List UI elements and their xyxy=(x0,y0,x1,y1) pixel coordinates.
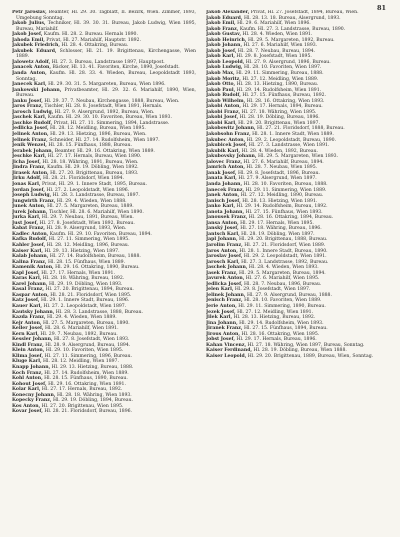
entry-name: Kaspar Anton, xyxy=(12,292,49,298)
entry-text: Hl. 28. 4. Wieden, Wien 1891. xyxy=(242,32,313,38)
entry-name: Jeschke Karl, xyxy=(12,154,47,160)
entry-name: Jedlicka Josef, xyxy=(206,281,243,287)
entry-name: Jezek Josef, xyxy=(206,309,236,315)
entry-name: Janak Josef, xyxy=(206,170,237,176)
entry-name: Jakob Alexander, xyxy=(206,10,250,15)
entry-text: Kaufm. Hl. 27. 3. Landstrasse, Bureau, 1890. xyxy=(239,26,346,32)
entry-name: Kovar Josef, xyxy=(12,409,43,415)
entry-text: Kaufm. Hl. 29. 19. Döbling, Wien 1892. xyxy=(47,165,139,171)
entry-text: Hl. 28. 13. Hietzing, Bureau, 1892. xyxy=(233,315,316,321)
entry-name: Jaroslav Josef, xyxy=(206,254,243,260)
entry-name: Jurek Johann, xyxy=(12,209,48,215)
entry-text: Hl. 27. 20. Brigittenau, 1894, Bureau. xyxy=(45,287,134,293)
entry-text: Hl. 29. 11. Simmering, 1890, Bureau. xyxy=(238,303,326,309)
entry-text: Hl. 29. 20. Brigittenau, 1889, Bureau, Wien, Sonntag. xyxy=(247,353,374,359)
entry-text: Hl. 29. 17. Hernals, 1894, Bureau. xyxy=(242,104,323,110)
entry-text: Hl. 28. 19. Döbling, Bureau, Wien 1888. xyxy=(253,348,347,354)
entry-text: Hl. 28. 10. Favoriten, Wien 1897. xyxy=(243,65,322,71)
entry-name: Jarolim Franz, xyxy=(206,242,243,248)
entry-name: Jakob Paul, xyxy=(206,87,236,93)
entry-name: Jakubec Anton, xyxy=(206,137,246,143)
entry-name: Just Josef, xyxy=(12,220,39,226)
entry-text: Hl. 28. 4. Ottakring, Bureau. xyxy=(61,43,129,49)
entry-text: Hl. 29. 19. Döbling, Wien 1893. xyxy=(48,281,123,287)
entry-text: Hl. 28. 13. Hietzing, Wien 1891. xyxy=(242,198,318,204)
entry-name: Jamrich Anton, xyxy=(206,165,245,171)
entry-name: Kohl Anton, xyxy=(12,376,43,382)
entry-text: Hl. 27. 17. Hernals, Wien 1891. xyxy=(41,270,115,276)
entry-text: Hl. 27. 5. Margareten, Bureau, 1890. xyxy=(43,320,130,326)
entry-name: Klima Josef, xyxy=(12,353,44,359)
entry-name: Kolar Karl, xyxy=(12,387,41,393)
entry-text: Hl. 27. 11. Simmering, Wien 1895. xyxy=(48,237,130,243)
entry-text: Hl. 28. 16. Ottakring, 1894, Bureau. xyxy=(248,215,334,221)
entry-text: Hl. 27. 2. Leopoldstadt, Wien 1897. xyxy=(43,303,127,309)
entry-name: Jakob Josef, xyxy=(12,32,43,38)
entry-text: Hl. 28. 7. Neubau, Bureau, 1894. xyxy=(237,48,316,54)
entry-text: Hl. 28. 21. Floridsdorf, Wien 1894. xyxy=(43,176,125,182)
entry-name: Jakob Karl, xyxy=(206,54,235,60)
entry-name: Janata Karl, xyxy=(206,176,237,182)
entry-text: Hl. 27. 6. Mariahilf, Wien 1893. xyxy=(243,43,318,49)
entry-name: Kasal Franz, xyxy=(12,287,45,293)
entry-name: Jiranek Franz, xyxy=(206,326,243,332)
entry-name: Jakob Wilhelm, xyxy=(206,98,246,104)
entry-text: Hl. 29. 14. Rudolfsheim, Wien 1893. xyxy=(239,320,324,326)
entry-text: Hl. 27. 18. Währing, Wien 1895. xyxy=(241,109,317,115)
entry-text: Hl. 29. 17. Hernals, Bureau, 1896. xyxy=(236,337,317,343)
entry-name: Konecny Johann, xyxy=(12,392,56,398)
entry-name: Jenik Wenzel, xyxy=(12,143,47,149)
entry-text: Hl. 29. 2. Leopoldstadt, Wien 1891. xyxy=(243,254,327,260)
entry-text: Hl. 27. 3. Landstrasse, 1892, Bureau. xyxy=(241,259,329,265)
entry-name: Jirku Adolf, xyxy=(12,176,42,182)
entry-text: Hl. 27. 15. Fünfhaus, Bureau, 1892. xyxy=(242,93,327,99)
entry-text: Hl. 27. 15. Fünfhaus, Wien 1893. xyxy=(245,209,323,215)
entry-text: Hl. 28. 15. Fünfhaus, 1888, Bureau. xyxy=(48,143,133,149)
entry-text: Hl. 29. 8. Josefstadt, 1896, Bureau. xyxy=(237,170,321,176)
entry-name: Kaiser Leopold, xyxy=(206,353,247,359)
entry-name: Jakubek Eduard, xyxy=(12,48,57,54)
entry-name: Jakob Julius, xyxy=(12,21,46,27)
entry-text: Hl. 27. 9. Alsergrund, Wien 1897. xyxy=(238,176,317,182)
entry-name: Katz Josef, xyxy=(12,298,40,304)
entry-text: Hl. 29. 7. Neubau, 1892, Bureau. xyxy=(40,331,118,337)
entry-text: Hl. 28. 10. Favoriten, Wien 1889. xyxy=(244,298,322,304)
entry-name: Kautsky Johann, xyxy=(12,309,55,315)
entry-text: Hl. 29. 13. Hietzing, Bureau, 1888. xyxy=(51,365,134,370)
entry-name: Jakob Moritz, xyxy=(206,76,241,82)
entry-text: Bäcker, Hl. 13. 41. Favoriten, Kirche, 1890, Josefstadt. xyxy=(52,65,180,71)
entry-text: Hl. 27. 17. Hernals, Bureau, 1892. xyxy=(41,387,123,393)
entry-name: Knapp Johann, xyxy=(12,365,51,370)
entry-name: Klein Anton, xyxy=(12,348,45,354)
entry-text: Hl. 28. 3. Landstrasse, 1888, Bureau. xyxy=(55,309,143,315)
entry-name: Jakob Gustav, xyxy=(206,32,242,38)
directory-entry xyxy=(12,71,196,82)
entry-name: Jakobi Josef, xyxy=(206,115,239,121)
entry-name: Kamenik Anton, xyxy=(12,265,54,271)
entry-text: Kaufm. Hl. 28. 33. 4. Wieden, Bureau, Leopoldstadt 1893, Sonntag. xyxy=(16,71,196,82)
entry-name: Jakubik Karl, xyxy=(206,148,241,154)
entry-text: Hl. 28. 15. Fünfhaus, Wien 1889. xyxy=(47,259,126,265)
entry-name: Kalina Franz, xyxy=(12,259,47,265)
entry-name: Jakob Johann, xyxy=(206,43,243,49)
entry-name: Jobst Josef, xyxy=(206,337,235,343)
entry-text: Hl. 27. 14. Rudolfsheim, Bureau, 1888. xyxy=(49,254,141,260)
entry-text: Hl. 28. 10. Favoriten, Bureau, 1888. xyxy=(243,181,328,187)
directory-entry xyxy=(12,21,196,32)
entry-text: Hl. 29. 14. Rudolfsheim, Bureau, 1892. xyxy=(236,204,328,210)
entry-text: Hl. 29. 14. Rudolfsheim, Wien 1891. xyxy=(236,87,322,93)
entry-text: Hl. 27. 21. Floridsdorf, Wien 1889. xyxy=(244,242,326,248)
entry-text: Hl. 27. 12. Meidling, Wien 1891. xyxy=(237,309,314,315)
entry-name: Kazda Franz, xyxy=(12,315,46,321)
entry-text: Hl. 27. 8. Josefstadt, Wien 1893. xyxy=(53,337,130,343)
directory-entry xyxy=(12,49,196,60)
entry-text: Hl. 27. 17. Hernals, Bureau, Wien 1890. xyxy=(47,154,142,160)
entry-name: Jakobsohn Franz, xyxy=(206,132,251,138)
entry-text: Schneider, Hl. 27. 14. Rudolfsheim, Wien 1897. xyxy=(49,137,160,143)
entry-name: Janota Johann, xyxy=(206,209,245,215)
entry-text: Hl. 29. 11. Simmering, Wien 1889. xyxy=(245,187,327,193)
entry-text: Hl. 29. 13. Hietzing, 1896, Bureau, Wien. xyxy=(50,132,147,138)
entry-name: Kahler Josef, xyxy=(12,242,46,248)
entry-name: Jarosch Karl, xyxy=(206,259,240,265)
entry-text: Hl. 28. 6. Mariahilf, Wien 1891. xyxy=(44,326,119,332)
entry-name: Jenisch Franz, xyxy=(206,298,243,304)
entry-text: Hl. 27. 9. Alsergrund, Bureau, 1888. xyxy=(246,292,332,298)
entry-name: Jalovec Franz, xyxy=(206,159,243,165)
entry-text: Hl. 27. 20. Brigittenau, Wien 1895. xyxy=(41,403,124,409)
entry-name: Jelen Karl, xyxy=(206,287,234,293)
entry-text: Hl. 28. 21. Floridsdorf, Bureau, 1896. xyxy=(44,409,133,415)
entry-text: Hl. 27. 14. Rudolfsheim, Wien 1889. xyxy=(44,370,129,376)
entry-name: Kohout Josef, xyxy=(12,381,47,387)
entry-text: Hl. 29. 20. Brigittenau, Wien 1897. xyxy=(238,120,320,126)
right-column xyxy=(206,10,390,531)
entry-name: Kos Anton, xyxy=(12,403,41,409)
directory-entry xyxy=(12,409,196,415)
entry-name: Jakob Franz, xyxy=(206,26,239,32)
entry-text: Hl. 27. 3. Landstrasse, Wien 1891. xyxy=(248,143,330,149)
entry-text: Hl. 28. 12. Meidling, Bureau, Wien 1895. xyxy=(50,126,146,132)
entry-text: Privat, Hl. 27. 11. Simmering, 1894, Landstrasse. xyxy=(53,120,170,126)
entry-name: Jaschke Rudolf, xyxy=(12,120,53,126)
entry-text: Hl. 29. 10. Favoriten, Wien 1895. xyxy=(45,348,124,354)
entry-text: Schlosser, Hl. 21. 19. Brigittenau, Kirchengasse, Wien 1889. xyxy=(16,48,196,60)
entry-name: Karas Karl, xyxy=(12,276,42,282)
entry-name: Javurek Anton, xyxy=(206,276,245,282)
entry-name: Kejr Anton, xyxy=(12,320,42,326)
entry-text: Hl. 28. 4. Wieden, 1892, Bureau. xyxy=(241,148,319,154)
entry-name: Jilek Karl, xyxy=(206,315,233,321)
entry-text: Hl. 28. 13. Hietzing, 1890, Bureau. xyxy=(236,82,319,88)
entry-name: Janko Karl, xyxy=(206,204,236,210)
entry-text: Hl. 27. 2. Leopoldstadt, Wien 1896. xyxy=(46,187,130,193)
entry-text: Privat, Hl. 29. 1. Innere Stadt, 1895, Bureau. xyxy=(41,181,148,187)
entry-text: Kaufm. Hl. 29. 30. 10. Favoriten, Bureau, Wien 1893. xyxy=(47,115,172,121)
entry-name: Jakubek Friedrich, xyxy=(12,43,60,49)
page-number: 81 xyxy=(376,4,386,12)
entry-text: Hl. 28. 4. Wieden, Wien 1893. xyxy=(248,265,319,271)
entry-name: Kadlec Anton, xyxy=(12,231,49,237)
entry-name: Jalowetz Adolf, xyxy=(12,59,51,65)
entry-name: Jakobowitz Johann, xyxy=(206,126,256,132)
entry-name: Janisch Josef, xyxy=(206,198,241,204)
entry-name: Jicha Josef, xyxy=(12,159,41,165)
entry-text: Hl. 27. 18. Währing, Bureau, 1896. xyxy=(240,226,322,232)
entry-text: Hl. 28. 18. Währing, Bureau, 1892. xyxy=(42,276,125,282)
entry-name: Jakubovsky Johann, xyxy=(206,154,257,160)
entry-name: Janda Johann, xyxy=(206,181,243,187)
entry-text: Privat, Hl. 27. Mariahilf, Hauptstr. 1892. xyxy=(46,37,141,43)
entry-text: Hl. 27. 20. Brigittenau, Bureau, 1893. xyxy=(50,170,139,176)
entry-name: Jaros Franz, xyxy=(12,104,43,110)
entry-text: Hl. 29. 4. Wieden, Wien 1888. xyxy=(56,198,127,204)
entry-name: Janku Josef, xyxy=(12,98,43,104)
entry-name: Kaiser Karl, xyxy=(12,248,43,254)
entry-text: Hl. 29. 13. Hietzing, Wien 1897. xyxy=(44,248,120,254)
entry-name: Jansa Anton, xyxy=(206,220,239,226)
entry-text: Techniker, Hl. 39. 30. 31. Bureau, Jakob Ludwig, Wien 1895, Bureau, Mariahilf. xyxy=(16,21,196,32)
entry-name: Joseph Ludwig, xyxy=(12,193,52,199)
entry-name: Jankowski Johann, xyxy=(12,87,62,93)
entry-name: Jasek Franz, xyxy=(206,270,238,276)
entry-text: Hl. 29. 17. Hernals, Wien 1895. xyxy=(240,220,314,226)
entry-text: Hl. 28. 21. Floridsdorf, Wien 1895. xyxy=(50,292,132,298)
entry-text: Hl. 29. 20. Brigittenau, 1888, Bureau. xyxy=(239,237,328,243)
entry-text: Hl. 28. 1. Innere Stadt, Wien 1889. xyxy=(252,132,334,138)
entry-text: Hl. 28. 3. Landstrasse, Bureau, 1897. xyxy=(52,193,140,199)
entry-text: Hl. 29. 30. 31. 5. Margareten, Bureau, Wien 1896. xyxy=(48,82,166,88)
entry-text: Hl. 29. 8. Josefstadt, Wien 1895. xyxy=(236,54,312,60)
entry-name: Jakob Ludwig, xyxy=(206,65,243,71)
entry-name: Janousek Franz, xyxy=(206,215,248,221)
entry-name: Kaiser Ferdinand, xyxy=(206,348,253,354)
entry-name: Jakobi Anton, xyxy=(206,104,241,110)
entry-name: Jakob Rudolf, xyxy=(206,93,241,99)
entry-text: Hl. 27. 5. Margareten, Bureau, 1889. xyxy=(47,204,134,210)
entry-name: Jonas Karl, xyxy=(12,181,41,187)
entry-text: Hl. 28. 12. Meidling, Wien 1897. xyxy=(43,359,119,365)
entry-name: Karel Johann, xyxy=(12,281,48,287)
entry-name: Kopecky Franz, xyxy=(12,398,52,404)
entry-text: Hl. 28. 1. Innere Stadt, Bureau, 1890. xyxy=(239,248,328,254)
directory-entry xyxy=(12,10,196,21)
entry-name: Jakob Emil, xyxy=(206,21,236,27)
entry-name: Kauer Karl, xyxy=(12,303,42,309)
entry-name: Jordan Josef, xyxy=(12,187,46,193)
entry-text: Hl. 29. 8. Josefstadt, Wien 1897. xyxy=(234,287,311,293)
entry-text: Hl. 28. 19. Döbling, Wien 1897. xyxy=(241,231,315,237)
entry-name: Janecek Karl, xyxy=(12,82,47,88)
entry-name: Jakob Josef, xyxy=(206,48,237,54)
entry-name: Jakob Leopold, xyxy=(206,59,245,65)
entry-name: Janský Josef, xyxy=(206,226,239,232)
entry-name: Jakob Max, xyxy=(206,71,235,77)
entry-name: Jaschek Karl, xyxy=(12,115,47,121)
entry-text: Hl. 28. 7. Neubau, 1896, Bureau. xyxy=(244,281,322,287)
entry-text: Hl. 27. 9. Alsergrund, 1892, Bureau, Wien. xyxy=(54,109,155,115)
entry-text: Hl. 29. 4. Wieden, Wien 1889. xyxy=(46,315,117,321)
entry-name: Japl Johann, xyxy=(206,237,238,243)
entry-text: Hl. 29. 19. Döbling, 1894, Bureau. xyxy=(52,398,134,404)
entry-name: Jerabek Johann, xyxy=(12,148,54,154)
entry-text: Hl. 28. 7. Neubau, Wien 1895. xyxy=(246,165,318,171)
entry-text: Hl. 29. 1. Innere Stadt, Bureau, 1896. xyxy=(41,298,130,304)
entry-text: Hl. 27. 9. Alsergrund, 1896, Bureau. xyxy=(245,59,331,65)
entry-name: Junek Anton, xyxy=(12,204,46,210)
entry-name: Janacek Anton, xyxy=(12,65,51,71)
entry-name: Jaschek Johann, xyxy=(206,265,248,271)
entry-text: Hl. 28. 16. Ottakring, Wien 1895. xyxy=(241,331,320,337)
entry-name: Jelinek Anton, xyxy=(12,132,49,138)
entry-text: Hl. 27. 12. Meidling, 1890, Bureau. xyxy=(240,193,324,199)
entry-name: Jantsch Karl, xyxy=(206,231,240,237)
left-column xyxy=(12,10,196,531)
entry-text: Hl. 29. 7. Neubau, 1891, Bureau, Wien. xyxy=(41,215,134,221)
entry-name: Jedlicka Josef, xyxy=(12,126,49,132)
directory-entry xyxy=(206,354,390,360)
entry-text: Hl. 28. 9. Alsergrund, 1893, Wien. xyxy=(46,226,127,232)
entry-text: Hl. 27. 11. Simmering, 1896, Bureau. xyxy=(44,353,133,359)
entry-text: Beamter, Hl. 29. 16. Ottakring, Wien 1889. xyxy=(54,148,155,154)
entry-name: Kafka Rudolf, xyxy=(12,237,48,243)
entry-name: Jarosch Ludwig, xyxy=(12,109,54,115)
entry-text: Hl. 27. 18. Währing, Wien 1897, Bureau, Sonntag. xyxy=(247,342,365,348)
entry-name: Jakob Otto, xyxy=(206,82,236,88)
entry-text: Hl. 29. 37. 7. Neubau, Kirchengasse, 1888, Bureau, Wien. xyxy=(44,98,180,104)
entry-name: Petr Jaroslav, xyxy=(12,10,47,15)
entry-name: Koch Franz, xyxy=(12,370,43,376)
entry-text: Hl. 27. 3. Bureau, Landstrasse 1897, Hauptpost. xyxy=(51,59,165,65)
entry-name: Janecek Franz, xyxy=(206,187,245,193)
entry-name: Janek Anton, xyxy=(206,193,240,199)
entry-text: Hl. 29. 2. Leopoldstadt, Bureau, 1890. xyxy=(246,137,337,143)
entry-text: Hl. 29. 5. Margareten, Wien 1893. xyxy=(257,154,339,160)
entry-text: Hl. 29. 16. Ottakring, 1890, Bureau. xyxy=(55,265,140,271)
entry-name: Jirous Anton, xyxy=(206,331,240,337)
entry-name: Kindl Franz, xyxy=(12,342,44,348)
entry-name: Kern Karl, xyxy=(12,331,39,337)
entry-text: Hl. 29. 11. Simmering, Bureau, 1888. xyxy=(236,71,324,77)
entry-text: Hl. 28. 19. Döbling, Bureau, 1896. xyxy=(239,115,320,121)
entry-name: Kluge Karl, xyxy=(12,359,42,365)
entry-name: Jahoda Emil, xyxy=(12,37,45,43)
entry-name: Keller Josef, xyxy=(12,326,44,332)
entry-text: Tischler, Hl. 28. 8. Josefstadt, Wien 1891, Hernals. xyxy=(44,104,163,110)
entry-name: Jindra Franz, xyxy=(12,165,46,171)
entry-text: Hl. 27. 6. Mariahilf, Wien 1895. xyxy=(245,276,320,282)
entry-name: Jelinek Franz, xyxy=(12,137,48,143)
entry-text: Hl. 28. 15. Fünfhaus, 1890, Bureau. xyxy=(44,376,128,382)
entry-text: Tischler, Hl. 28. 6. Mariahilf, Wien 1890. xyxy=(48,209,144,215)
entry-text: Privat, Hl. 27. Josefstadt, 1894, Bureau, Wien. xyxy=(250,10,359,15)
entry-text: Hl. 28. 9. Alsergrund, Bureau, 1894. xyxy=(45,342,131,348)
entry-text: Hl. 27. 15. Fünfhaus, 1894, Bureau. xyxy=(243,326,328,332)
entry-text: Hl. 29. 6. Mariahilf, Wien 1896. xyxy=(237,21,311,27)
entry-name: Jakobi Franz, xyxy=(206,109,241,115)
entry-text: Beamter, Hl. 29. 30. Tagblatt, II. Bezirk, Wien. Zimmer, 1893, Umgebung Sonntag. xyxy=(16,10,196,21)
entry-name: Jakobi Karl, xyxy=(206,120,237,126)
entry-name: Kapl Josef, xyxy=(12,270,40,276)
entry-name: Jaros Anton, xyxy=(206,248,238,254)
entry-text: Kaufm. Hl. 28. 2. Bureau. Hernals 1890. xyxy=(43,32,138,38)
entry-name: Jerie Anton, xyxy=(206,303,237,309)
entry-name: Kabat Franz, xyxy=(12,226,46,232)
entry-text: Hl. 27. 6. Mariahilf, Bureau, 1894. xyxy=(243,159,324,165)
entry-name: Jakob Eduard, xyxy=(206,15,243,21)
entry-text: Hl. 28. 18. Währing, 1891, Bureau, Wien. xyxy=(42,159,139,165)
entry-text: Hl. 27. 12. Meidling, Wien 1889. xyxy=(242,76,319,82)
entry-name: Jakubicek Josef, xyxy=(206,143,248,149)
directory-entry xyxy=(12,88,196,99)
entry-text: Hl. 28. 18. Währing, Wien 1893. xyxy=(56,392,132,398)
entry-text: Hl. 27. 8. Josefstadt, Wien 1892, Bureau. xyxy=(39,220,135,226)
entry-name: Janda Anton, xyxy=(12,71,47,77)
entry-name: Kessler Johann, xyxy=(12,337,53,343)
entry-text: Hl. 27. 21. Floridsdorf, 1888, Bureau. xyxy=(257,126,345,132)
entry-name: Jelinek Johann, xyxy=(206,292,246,298)
entry-text: Hl. 29. 5. Margareten, 1892, Bureau. xyxy=(247,37,335,43)
entry-text: Hl. 28. 13. 18. Bureau, Alsergrund, 1893. xyxy=(243,15,341,21)
entry-name: Kahan Vincenz, xyxy=(206,342,247,348)
entry-name: Kalab Johann, xyxy=(12,254,49,260)
entry-text: Kaufm. Hl. 29. 10. Favoriten, Bureau, 1894. xyxy=(49,231,152,237)
entry-text: Hl. 28. 12. Meidling, 1896, Bureau. xyxy=(46,242,130,248)
entry-text: Hl. 29. 5. Margareten, Bureau, 1894. xyxy=(239,270,326,276)
entry-text: Hl. 29. 16. Ottakring, Wien 1891. xyxy=(48,381,126,387)
entry-name: Jakob Heinrich, xyxy=(206,37,247,43)
entry-name: Jina Johann, xyxy=(206,320,238,326)
entry-text: Hl. 28. 16. Ottakring, Wien 1893. xyxy=(246,98,325,104)
entry-name: Jirasek Anton, xyxy=(12,170,49,176)
entry-text: Privatbeamter, Hl. 29. 32. 6. Mariahilf, 1890, Wien, Bureau. xyxy=(16,87,196,99)
entry-name: Jungwirth Franz, xyxy=(12,198,56,204)
entry-name: Jurka Karl, xyxy=(12,215,41,221)
